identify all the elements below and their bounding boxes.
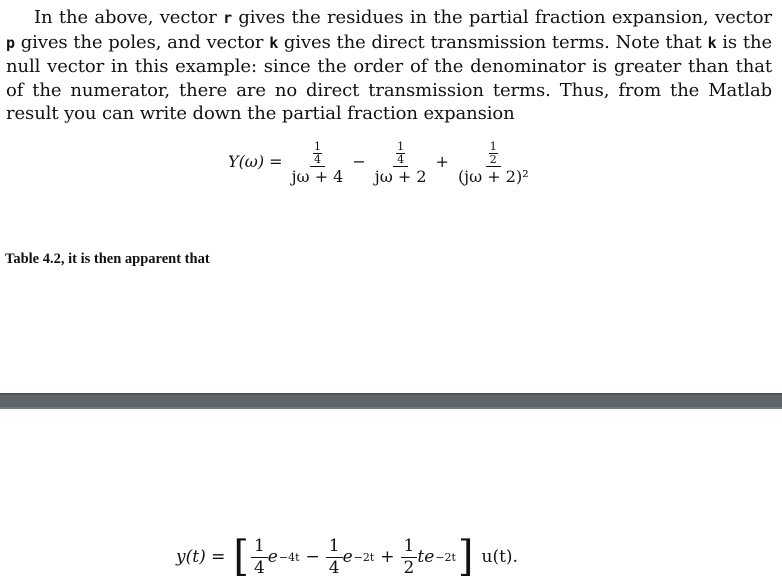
para-text-4: gives the direct transmission terms. Note that — [278, 31, 708, 53]
eq2-exp1-power: −4t — [278, 550, 300, 564]
eq2-op1: − — [305, 547, 320, 568]
para-text-1: In the above, vector — [34, 7, 224, 28]
eq2-op2: + — [380, 547, 395, 568]
eq2-frac3: $\frac{1}{2}$ — [401, 537, 418, 578]
equation-time-domain — [176, 533, 518, 582]
eq2-frac1: $\frac{1}{4}$ — [251, 537, 268, 578]
eq1-term3 — [455, 136, 532, 186]
eq1-den1: jω + 4 — [291, 167, 344, 187]
vector-p: p — [6, 33, 15, 52]
vector-r: r — [223, 9, 232, 27]
eq2-exp2-base: e — [342, 547, 353, 568]
vector-k-2: k — [707, 33, 717, 52]
eq2-tail: u(t). — [481, 547, 518, 568]
eq2-close-bracket: ] — [457, 533, 474, 582]
eq1-den2: jω + 2 — [374, 167, 427, 187]
eq2-exp1-base: e — [267, 547, 278, 568]
eq2-lhs: y(t) = — [176, 547, 226, 568]
eq1-lhs: Y(ω) = — [228, 151, 283, 171]
eq2-frac2: $\frac{1}{4}$ — [326, 537, 343, 578]
vector-k: k — [269, 33, 279, 52]
eq2-exp2-power: −2t — [353, 550, 375, 564]
eq2-open-bracket: [ — [233, 533, 249, 582]
eq1-term1 — [289, 136, 347, 186]
eq2-exp3-base: te — [417, 547, 435, 568]
body-paragraph — [6, 6, 772, 126]
eq1-den3: (jω + 2)² — [457, 167, 529, 187]
eq1-op2: + — [435, 151, 449, 171]
eq1-op1: − — [352, 151, 366, 171]
para-text-5: is the null vector in this example: since the order of the denominator is greater than that of the numerator, there are no direct transmission terms. Thus, from the Matlab result you can write down the partial fraction expansion — [6, 31, 772, 124]
table-reference-note: Table 4.2, it is then apparent that — [5, 251, 210, 267]
eq1-term2 — [372, 136, 430, 186]
para-text-3: gives the poles, and vector — [14, 31, 270, 53]
para-text-2: gives the residues in the partial fraction expansion, vector — [232, 7, 772, 28]
equation-partial-fraction — [228, 136, 532, 186]
eq1-coef1: $\frac{1}{4}$ — [313, 140, 321, 167]
eq1-coef3: $\frac{1}{2}$ — [489, 140, 497, 167]
eq1-coef2: $\frac{1}{4}$ — [397, 140, 405, 167]
eq2-exp3-power: −2t — [435, 550, 456, 564]
separator-bar — [0, 393, 782, 409]
